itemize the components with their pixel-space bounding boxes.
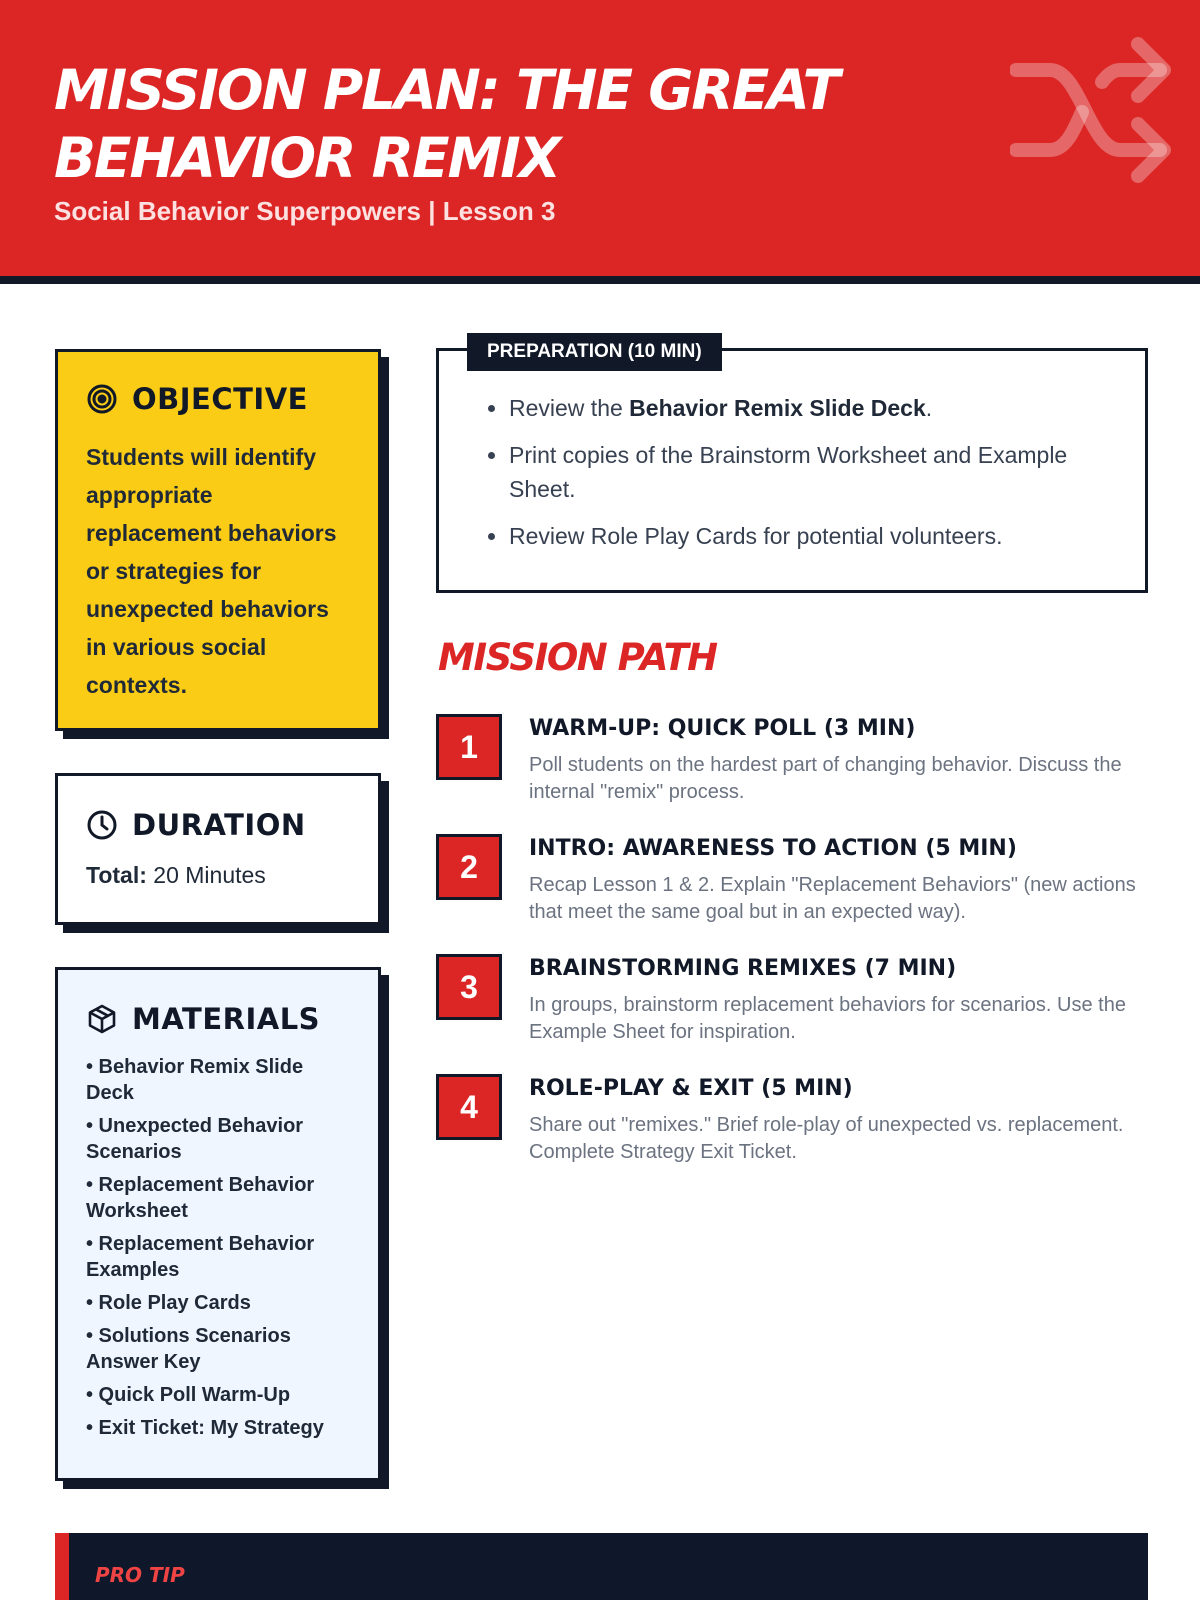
clock-icon bbox=[86, 809, 118, 841]
material-item: • Unexpected Behavior Scenarios bbox=[86, 1115, 304, 1163]
preparation-text-end: . bbox=[925, 395, 933, 421]
mission-path-heading: MISSION PATH bbox=[438, 636, 717, 679]
box-icon bbox=[86, 1003, 118, 1035]
step-description: In groups, brainstorm replacement behaviors for scenarios. Use the Example Sheet for inspiration. bbox=[529, 994, 1126, 1043]
step-description: Share out "remixes." Brief role-play of unexpected vs. replacement. Complete Strategy Exit Ticket. bbox=[529, 1114, 1124, 1163]
material-item: • Quick Poll Warm-Up bbox=[86, 1384, 291, 1406]
step-title: BRAINSTORMING REMIXES (7 MIN) bbox=[529, 956, 957, 981]
preparation-text: Review the bbox=[509, 395, 630, 421]
mission-step bbox=[436, 834, 1148, 944]
shuffle-icon bbox=[1010, 30, 1180, 190]
pro-tip-box bbox=[55, 1533, 1148, 1600]
step-title: WARM-UP: QUICK POLL (3 MIN) bbox=[529, 716, 916, 741]
page-title: MISSION PLAN: THE GREAT BEHAVIOR REMIX bbox=[54, 58, 839, 190]
preparation-label: PREPARATION (10 MIN) bbox=[467, 333, 722, 371]
duration-value: 20 Minutes bbox=[153, 862, 266, 888]
materials-title: MATERIALS bbox=[132, 1002, 321, 1036]
step-number: 2 bbox=[436, 834, 502, 900]
preparation-box bbox=[436, 341, 1148, 593]
mission-step bbox=[436, 1074, 1148, 1184]
target-icon bbox=[86, 383, 118, 415]
objective-text: Students will identify appropriate replacement behaviors or strategies for unexpected behaviors in various social contexts. bbox=[86, 444, 337, 698]
material-item: • Solutions Scenarios Answer Key bbox=[86, 1325, 291, 1373]
step-title: ROLE-PLAY & EXIT (5 MIN) bbox=[529, 1076, 853, 1101]
duration-total bbox=[86, 862, 350, 889]
preparation-item bbox=[509, 438, 1129, 506]
pro-tip-label: PRO TIP bbox=[95, 1563, 185, 1587]
objective-card bbox=[55, 349, 381, 731]
page-subtitle: Social Behavior Superpowers | Lesson 3 bbox=[54, 196, 556, 226]
preparation-text: Review Role Play Cards for potential volunteers. bbox=[509, 523, 1003, 549]
material-item: • Behavior Remix Slide Deck bbox=[86, 1056, 304, 1104]
duration-card bbox=[55, 773, 381, 925]
objective-title: OBJECTIVE bbox=[132, 382, 308, 416]
materials-card bbox=[55, 967, 381, 1481]
preparation-item bbox=[509, 391, 1129, 425]
preparation-item bbox=[509, 519, 1129, 553]
step-number: 1 bbox=[436, 714, 502, 780]
material-item: • Exit Ticket: My Strategy bbox=[86, 1417, 324, 1439]
preparation-text: Print copies of the Brainstorm Worksheet and Example Sheet. bbox=[509, 442, 1068, 502]
mission-step bbox=[436, 954, 1148, 1064]
step-number: 4 bbox=[436, 1074, 502, 1140]
duration-title: DURATION bbox=[132, 808, 306, 842]
mission-step bbox=[436, 714, 1148, 824]
material-item: • Replacement Behavior Worksheet bbox=[86, 1174, 315, 1222]
step-description: Poll students on the hardest part of changing behavior. Discuss the internal "remix" process. bbox=[529, 754, 1122, 803]
step-description: Recap Lesson 1 & 2. Explain "Replacement Behaviors" (new actions that meet the same goal but in an expected way). bbox=[529, 874, 1136, 923]
material-item: • Replacement Behavior Examples bbox=[86, 1233, 315, 1281]
page-header bbox=[0, 0, 1200, 284]
preparation-bold: Behavior Remix Slide Deck bbox=[629, 395, 926, 421]
duration-label: Total: bbox=[86, 862, 147, 888]
materials-list bbox=[86, 1054, 350, 1441]
preparation-list bbox=[509, 391, 1129, 566]
material-item: • Role Play Cards bbox=[86, 1292, 251, 1314]
step-number: 3 bbox=[436, 954, 502, 1020]
step-title: INTRO: AWARENESS TO ACTION (5 MIN) bbox=[529, 836, 1017, 861]
